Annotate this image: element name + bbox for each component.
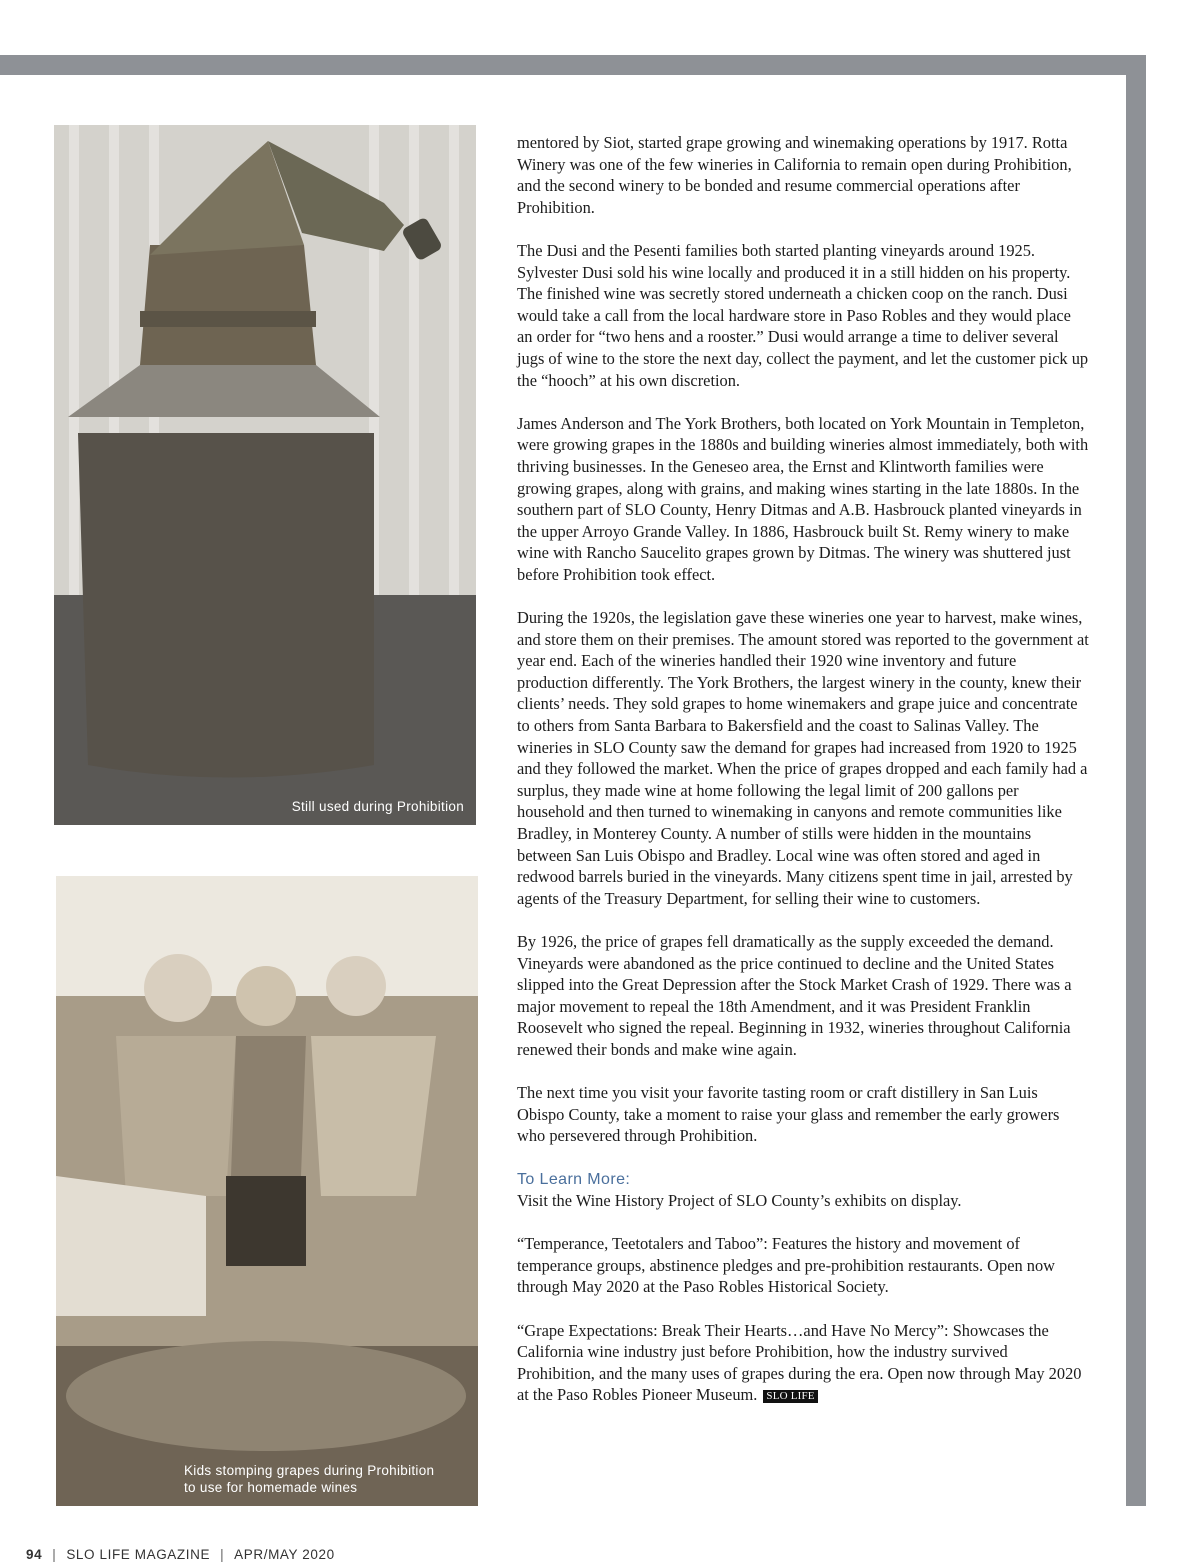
learn-more-heading: To Learn More: (517, 1170, 631, 1188)
still-illustration (54, 125, 476, 825)
article-paragraph: James Anderson and The York Brothers, both located on York Mountain in Templeton, were growing grapes in the 1880s and building wineries almost immediately, both with thriving businesses. In the Geneseo area, the Ernst and Klintworth families were growing grapes, along with grains, and making wines starting in the late 1880s. In the southern part of SLO County, Henry Ditmas and A.B. Hasbrouck planted vineyards in the upper Arroyo Grande Valley. In 1886, Hasbrouck built St. Remy winery to make wine with Rancho Saucelito grapes grown by Ditmas. The winery was shuttered just before Prohibition took effect. (517, 413, 1089, 584)
exhibit-temperance: “Temperance, Teetotalers and Taboo”: Features the history and movement of temperance groups, abstinence pledges and pre-prohibition restaurants. Open now through May 2020 at the Paso Robles Historical Society. (517, 1234, 1055, 1297)
top-frame-bar (0, 55, 1146, 75)
exhibit-grape-expectations-text: “Grape Expectations: Break Their Hearts…and Have No Mercy”: Showcases the California wine industry just before Prohibition, how the industry survived Prohibition, and the many uses of grapes during the era. Open now through May 2020 at the Paso Robles Pioneer Museum. (517, 1320, 1082, 1405)
footer-separator: | (220, 1547, 225, 1562)
page-footer (26, 1547, 335, 1562)
kids-illustration (56, 876, 478, 1506)
end-mark-badge: SLO LIFE (763, 1390, 817, 1403)
kids-photo (56, 876, 478, 1506)
right-frame-bar (1126, 55, 1146, 1506)
exhibit-grape-expectations (517, 1320, 1089, 1406)
still-photo-caption: Still used during Prohibition (291, 799, 464, 814)
article-paragraph: mentored by Siot, started grape growing and winemaking operations by 1917. Rotta Winery was one of the few wineries in California to remain open during Prohibition, and the second winery to be bonded and resume commercial operations after Prohibition. (517, 133, 1072, 217)
kids-photo-caption: Kids stomping grapes during Prohibition to use for homemade wines (184, 1463, 435, 1495)
article-body (517, 132, 1089, 1428)
article-paragraph: The next time you visit your favorite tasting room or craft distillery in San Luis Obispo County, take a moment to raise your glass and remember the early growers who persevered through Prohibition. (517, 1083, 1060, 1146)
learn-more-intro: Visit the Wine History Project of SLO County’s exhibits on display. (517, 1191, 962, 1211)
page-number: 94 (26, 1547, 43, 1562)
article-paragraph: By 1926, the price of grapes fell dramatically as the supply exceeded the demand. Vineyards were abandoned as the price continued to decline and the United States slipped into the Great Depression after the Stock Market Crash of 1929. There was a major movement to repeal the 18th Amendment, and it was President Franklin Roosevelt who signed the repeal. Beginning in 1932, wineries throughout California renewed their bonds and make wine again. (517, 931, 1072, 1059)
magazine-name: SLO LIFE MAGAZINE (66, 1547, 211, 1562)
footer-separator: | (52, 1547, 57, 1562)
issue-date: APR/MAY 2020 (234, 1547, 335, 1562)
article-paragraph: During the 1920s, the legislation gave these wineries one year to harvest, make wines, and store them on their premises. The amount stored was reported to the government at year end. Each of the wineries handled their 1920 wine inventory and future production differently. The York Brothers, the largest winery in the county, knew their clients’ needs. They sold grapes to home winemakers and grape juice and concentrate to others from Santa Barbara to Bakersfield and the coast to Salinas Valley. The wineries in SLO County saw the demand for grapes had increased from 1920 to 1925 and they followed the market. When the price of grapes dropped and each family had a surplus, they made wine at home following the legal limit of 200 gallons per household and then turned to winemaking in canyons and remote communities like Bradley, in Monterey County. A number of stills were hidden in the mountains between San Luis Obispo and Bradley. Local wine was often stored and aged in redwood barrels buried in the vineyards. Many citizens spent time in jail, arrested by agents of the Treasury Department, for selling their wine to customers. (517, 608, 1089, 908)
still-photo (54, 125, 476, 825)
article-paragraph: The Dusi and the Pesenti families both started planting vineyards around 1925. Sylvester Dusi sold his wine locally and produced it in a still hidden on his property. The finished wine was secretly stored underneath a chicken coop on the ranch. Dusi would take a call from the local hardware store in Paso Robles and they would place an order for “two hens and a rooster.” Dusi would arrange a time to deliver several jugs of wine to the store the next day, collect the payment, and let the customer pick up the “hooch” at his own discretion. (517, 240, 1089, 390)
